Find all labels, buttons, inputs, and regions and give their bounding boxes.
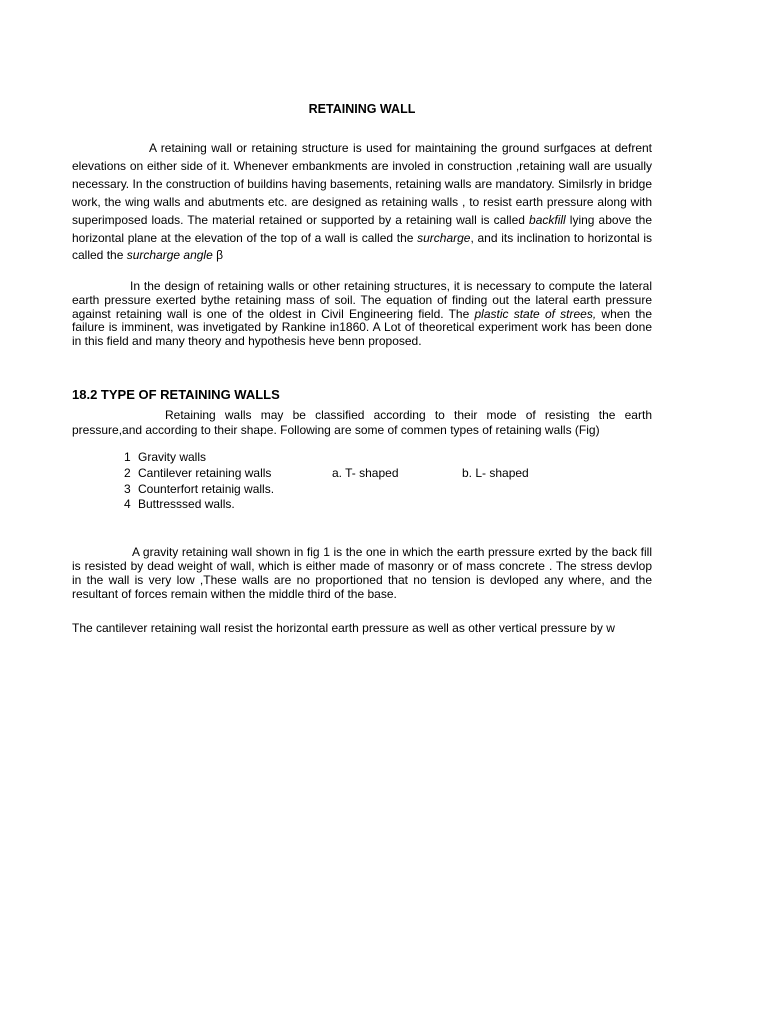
intro-text-4: β — [212, 248, 224, 263]
design-text-2: when the failure is imminent, was invetigated by Rankine in1860. A Lot of theoretical experiment work has been done in this field and many theory and hypothesis heve benn proposed. — [72, 306, 652, 349]
term-surcharge-angle: surcharge angle — [126, 248, 213, 263]
wall-types-list — [124, 450, 529, 513]
list-item-label: Counterfort retainig walls. — [138, 481, 275, 496]
intro-text-2: lying above the horizontal plane at the elevation of the top of a wall is called the — [72, 212, 653, 245]
term-backfill: backfill — [529, 212, 566, 227]
list-item — [124, 465, 529, 482]
intro-text-3: , and its inclination to horizontal is called the — [72, 230, 653, 263]
term-surcharge: surcharge — [417, 230, 471, 245]
sub-type-l-shaped: b. L- shaped — [462, 465, 529, 480]
gravity-wall-paragraph: A gravity retaining wall shown in fig 1 is the one in which the earth pressure exrted by the back fill is resisted by dead weight of wall, which is either made of masonry or of mass concrete . The stress devlop in the wall is very low ,These walls are no proportioned that no tension is devloped any where, and the resultant of forces remain withen the middle third of the base. — [72, 545, 652, 601]
list-item-label: Cantilever retaining walls — [138, 465, 272, 480]
list-item-number: 3 — [124, 481, 131, 496]
section-intro-paragraph: Retaining walls may be classified according to their mode of resisting the earth pressure,and according to their shape. Following are some of commen types of retaining walls (Fig) — [72, 408, 652, 437]
list-item-number: 2 — [124, 465, 131, 480]
term-plastic-state: plastic state of strees, — [474, 306, 597, 321]
cantilever-wall-paragraph: The cantilever retaining wall resist the horizontal earth pressure as well as other vertical pressure by w — [72, 621, 615, 635]
list-item — [124, 497, 274, 513]
list-item-number: 1 — [124, 450, 131, 464]
intro-text-1: A retaining wall or retaining structure is used for maintaining the ground surfgaces at defrent elevations on either side of it. Whenever embankments are involed in construction ,retaining wall are usually necessary. In the construction of buildins having basements, retaining walls are mandatory. Similsrly in bridge work, the wing walls and abutments etc. are designed as retaining walls , to resist earth pressure along with superimposed loads. The material retained or supported by a retaining wall is called — [72, 141, 652, 227]
section-heading: 18.2 TYPE OF RETAINING WALLS — [72, 387, 280, 402]
list-item-number: 4 — [124, 497, 131, 512]
sub-type-t-shaped: a. T- shaped — [332, 465, 399, 480]
design-paragraph — [72, 280, 652, 349]
list-item — [124, 450, 274, 466]
list-item — [124, 482, 274, 498]
design-text-1: In the design of retaining walls or other retaining structures, it is necessary to compute the lateral earth pressure exerted bythe retaining mass of soil. The equation of finding out the lateral earth pressure against retaining wall is one of the oldest in Civil Engineering field. The — [72, 279, 652, 321]
list-item-label: Gravity walls — [138, 450, 207, 464]
list-item-label: Buttresssed walls. — [138, 497, 235, 512]
document-title: RETAINING WALL — [308, 102, 416, 116]
intro-paragraph — [72, 140, 652, 265]
